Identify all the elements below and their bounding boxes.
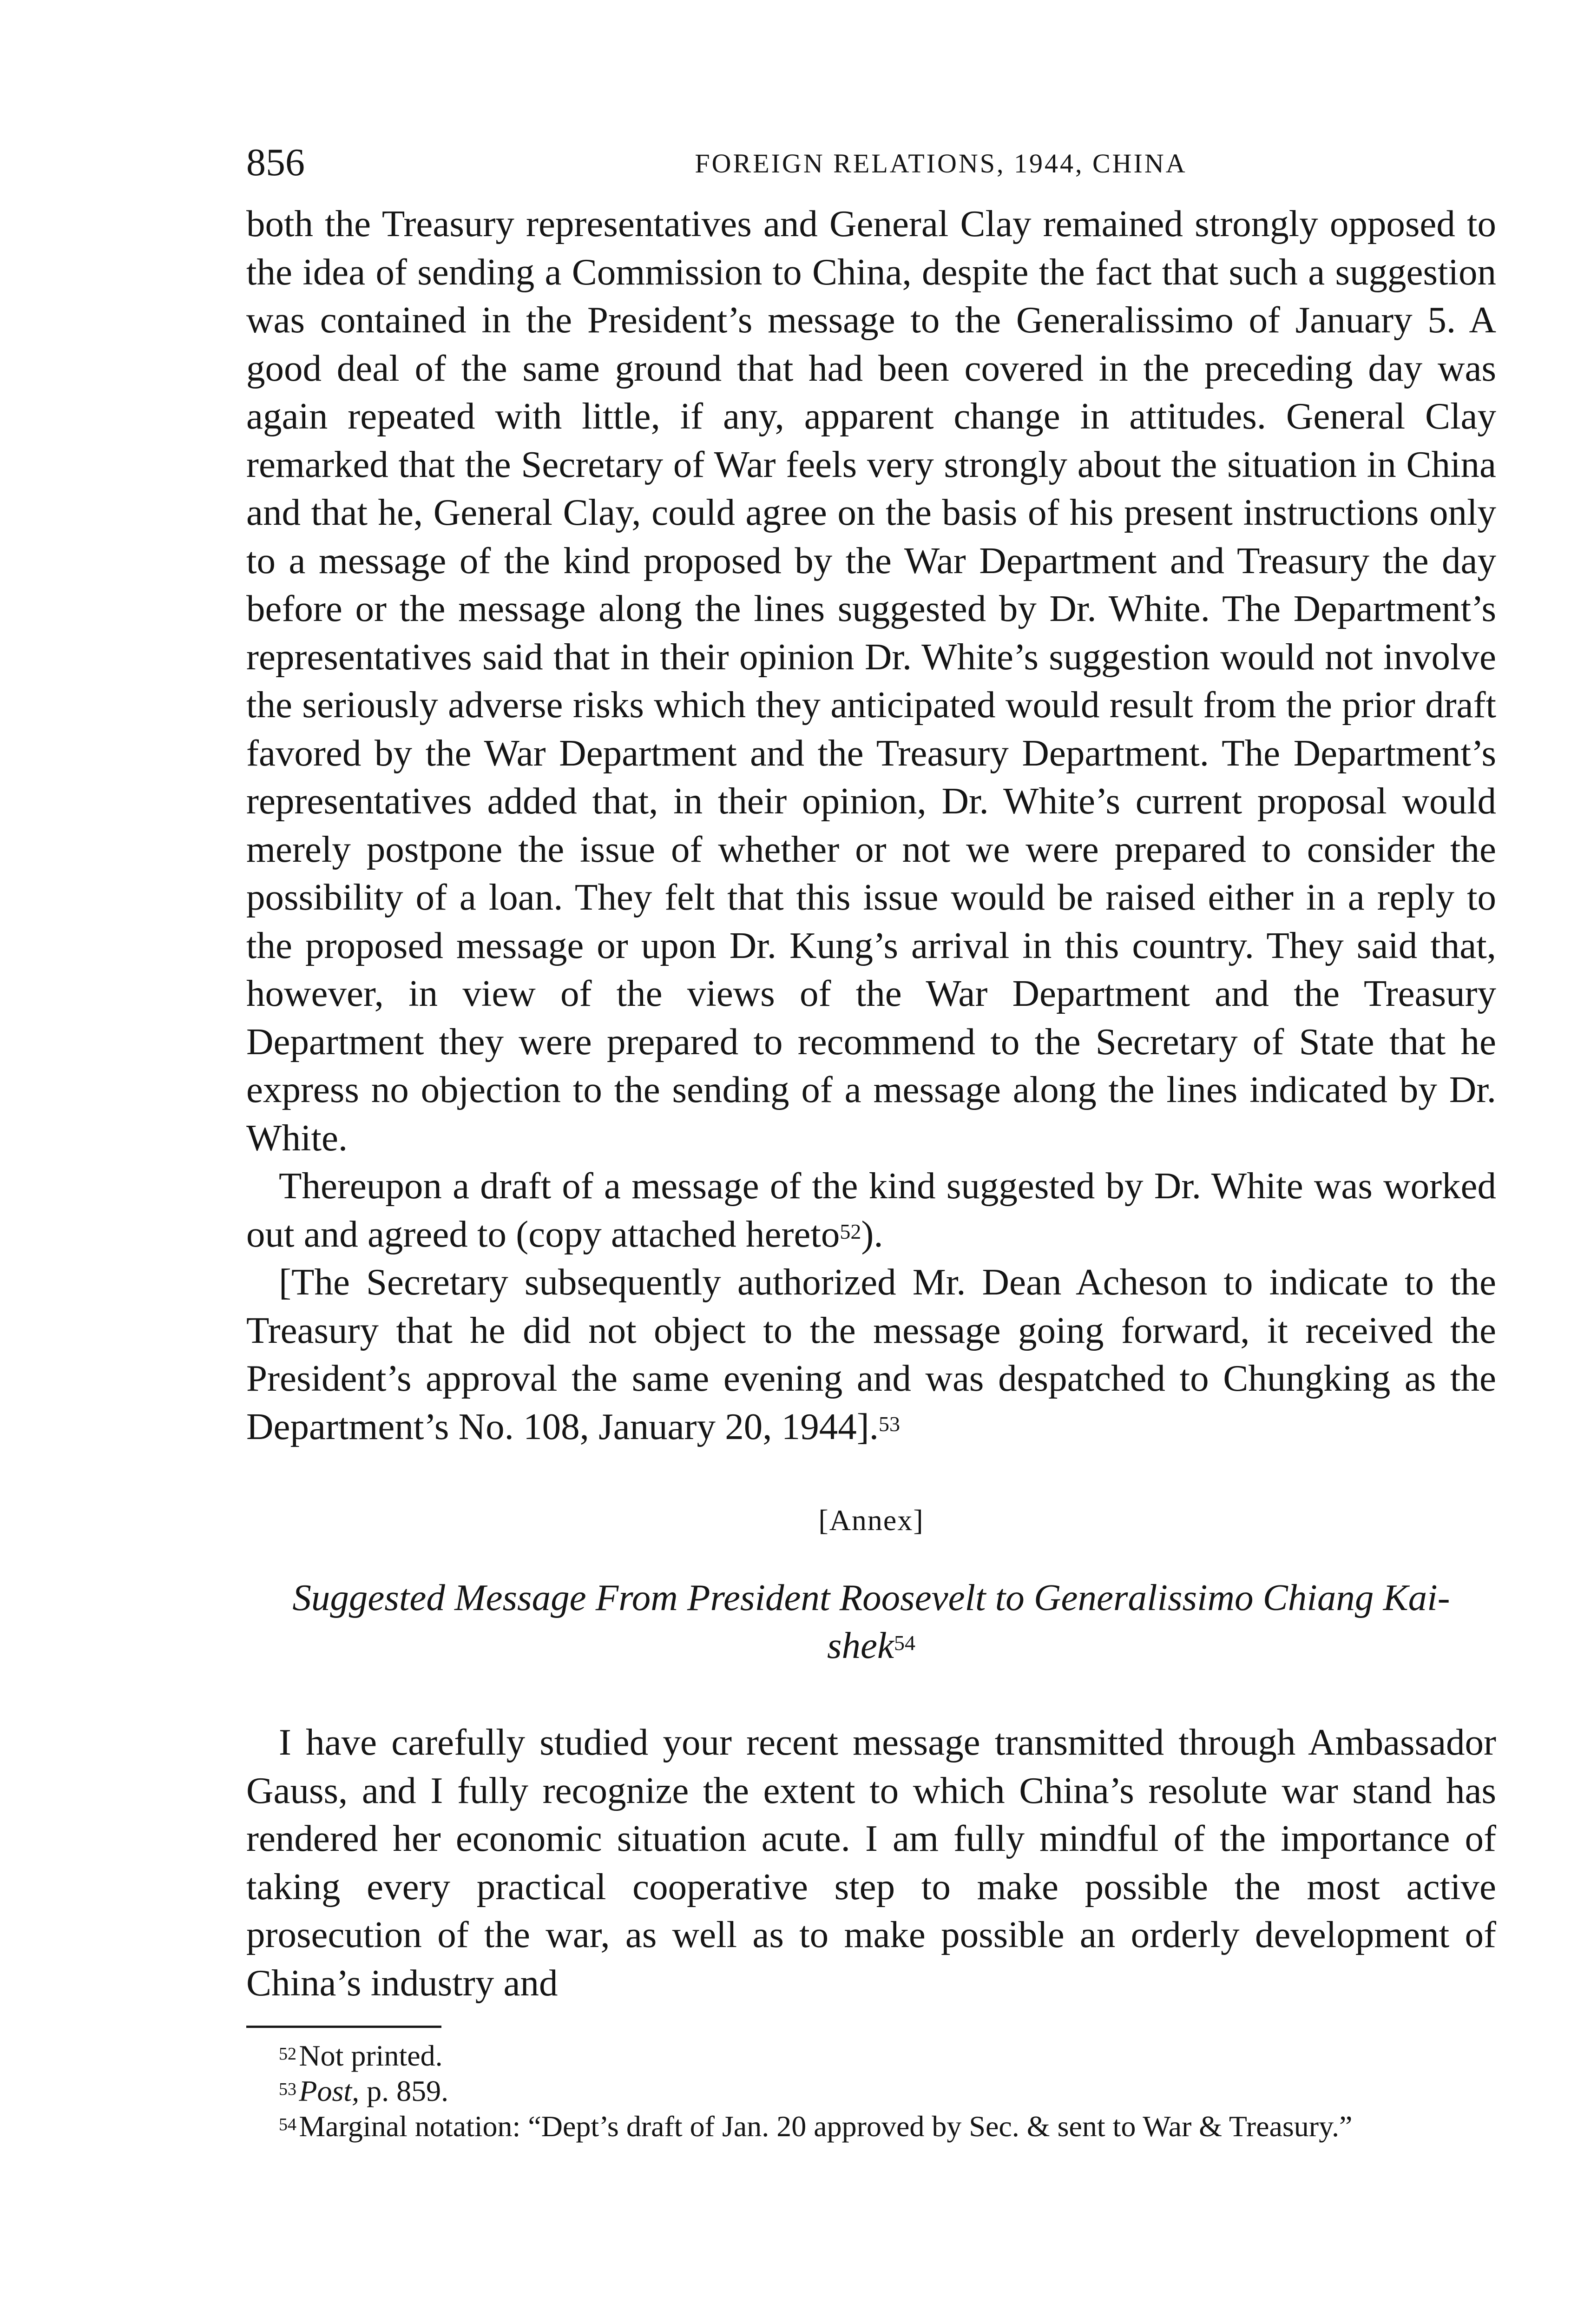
footnotes [246, 2038, 1496, 2144]
document-page [246, 139, 1496, 2144]
footnote-reference: 52 [840, 1219, 861, 1243]
body-paragraph [246, 1162, 1496, 1258]
annex-paragraph: I have carefully studied your recent message transmitted through Ambassador Gauss, and I fully recognize the extent to which China’s resolute war stand has rendered her economic situation acute. I am fully mindful of the importance of taking every practical cooperative step to make possible the most active prosecution of the war, as well as to make possible an orderly development of China’s industry and [246, 1721, 1496, 2004]
body-paragraph: both the Treasury representatives and General Clay remained strongly opposed to the idea of sending a Commission to China, despite the fact that such a suggestion was contained in the President’s message to the Generalissimo of January 5. A good deal of the same ground that had been covered in the preceding day was again repeated with little, if any, apparent change in attitudes. General Clay remarked that the Secretary of War feels very strongly about the situation in China and that he, General Clay, could agree on the basis of his present instructions only to a message of the kind proposed by the War Department and Treasury the day before or the message along the lines suggested by Dr. White. The Department’s representatives said that in their opinion Dr. White’s suggestion would not involve the seriously adverse risks which they anticipated would result from the prior draft favored by the War Department and the Treasury Department. The Department’s representatives added that, in their opinion, Dr. White’s current proposal would merely postpone the issue of whether or not we were prepared to consider the possibility of a loan. They felt that this issue would be raised either in a reply to the proposed message or upon Dr. Kung’s arrival in this country. They said that, however, in view of the views of the War Department and the Treasury Department they were prepared to recommend to the Secretary of State that he express no objection to the sending of a message along the lines indicated by Dr. White. [246, 203, 1496, 1159]
body-text [246, 200, 1496, 2007]
footnote-54 [246, 2109, 1496, 2144]
paragraph-text: Thereupon a draft of a message of the kind suggested by Dr. White was worked out and agreed to (copy attached hereto [246, 1165, 1496, 1255]
footnote-mark: 53 [279, 2080, 296, 2099]
annex-body [246, 1718, 1496, 2007]
footnote-divider [246, 2026, 441, 2028]
annex-title-text: Suggested Message From President Roosevelt to Generalissimo Chiang Kai-shek [292, 1577, 1450, 1666]
footnote-text: Not printed. [299, 2039, 443, 2072]
footnote-text-italic: Post, [299, 2074, 360, 2107]
body-paragraph [246, 1258, 1496, 1451]
page-number: 856 [246, 141, 305, 184]
paragraph-text: [The Secretary subsequently authorized Mr. Dean Acheson to indicate to the Treasury that he did not object to the message going forward, it received the President’s approval the same evening and was despatched to Chungking as the Department’s No. 108, January 20, 1944]. [246, 1261, 1496, 1447]
running-head [246, 139, 1496, 200]
footnote-reference: 54 [894, 1631, 915, 1655]
footnote-52 [246, 2038, 1496, 2073]
footnote-53 [246, 2073, 1496, 2109]
annex-title [246, 1574, 1496, 1670]
footnote-reference: 53 [878, 1412, 900, 1436]
footnote-mark: 52 [279, 2044, 296, 2064]
footnote-text: Marginal notation: “Dept’s draft of Jan. 20 approved by Sec. & sent to War & Treasury.” [299, 2110, 1353, 2143]
running-title: FOREIGN RELATIONS, 1944, CHINA [695, 148, 1187, 178]
paragraph-text: ). [861, 1213, 883, 1255]
footnote-text: p. 859. [359, 2074, 449, 2107]
annex-label: [Annex] [818, 1504, 924, 1537]
footnote-mark: 54 [279, 2115, 296, 2134]
